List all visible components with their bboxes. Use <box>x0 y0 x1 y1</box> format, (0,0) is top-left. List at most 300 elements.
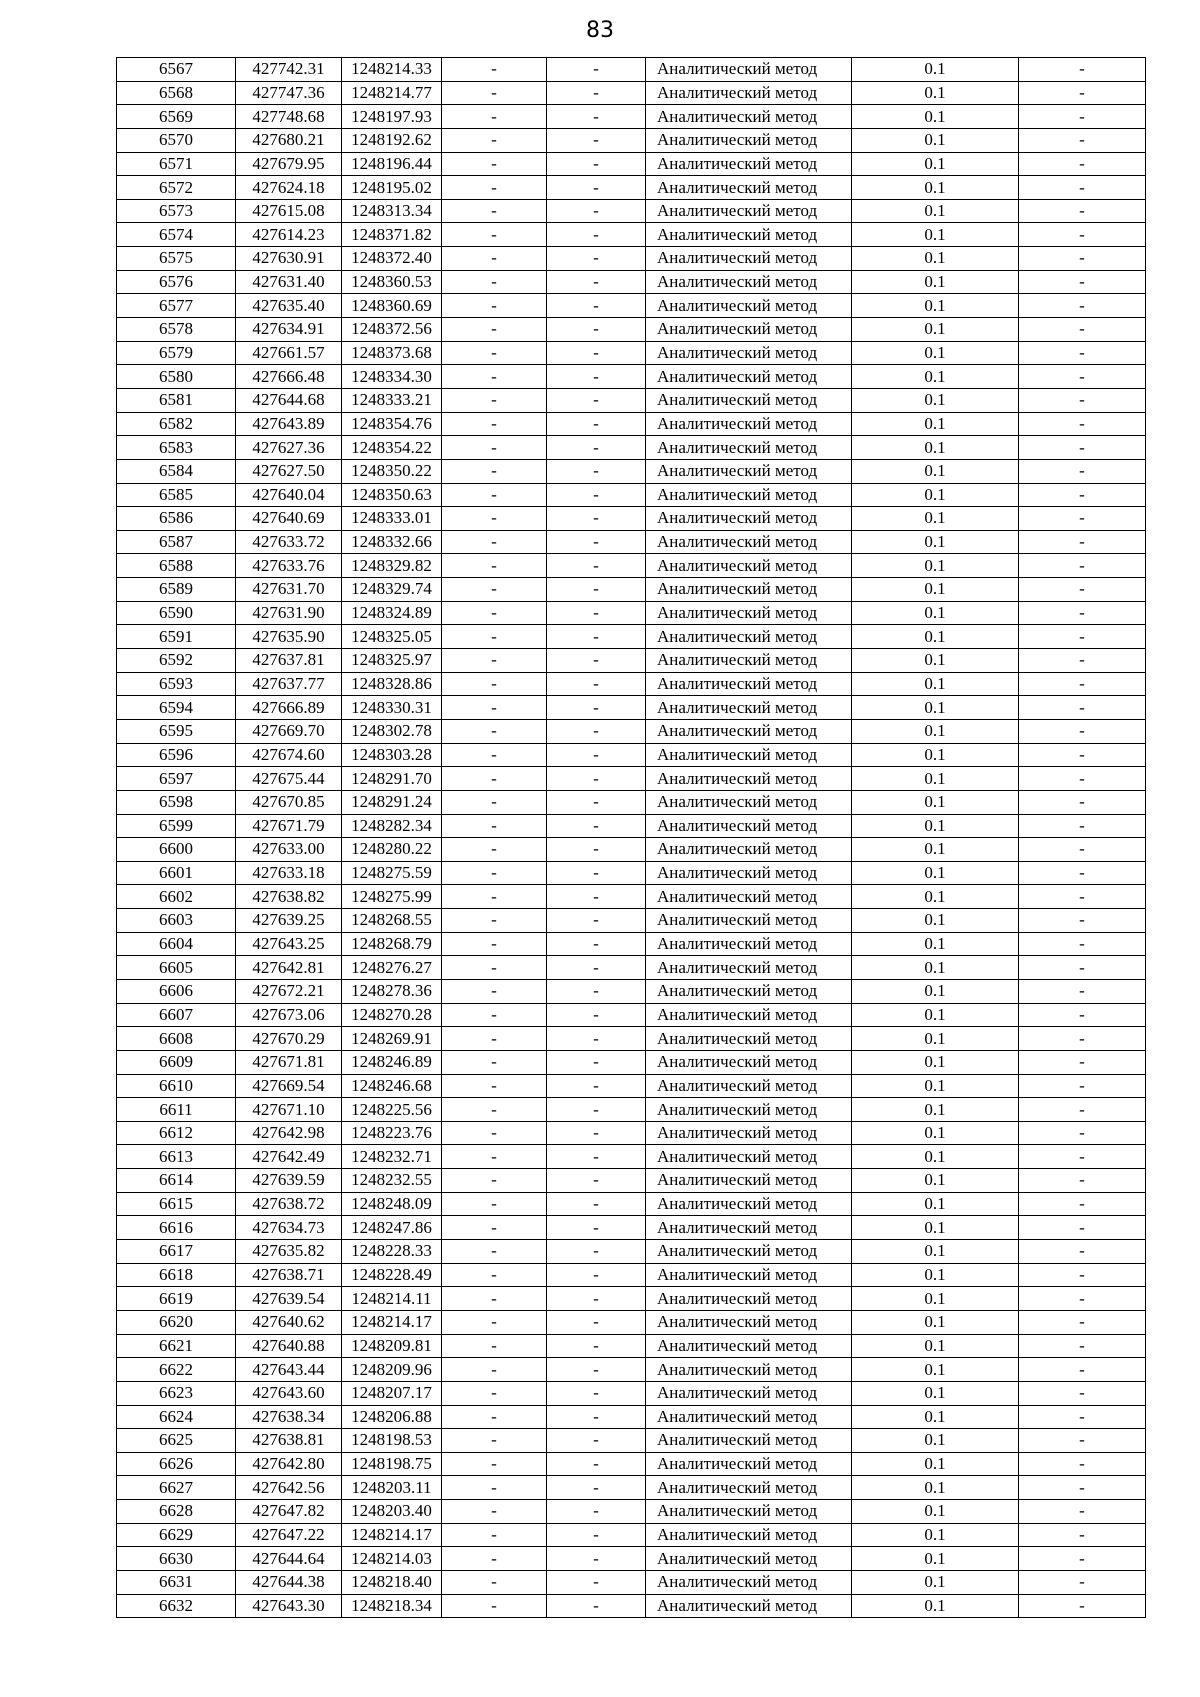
point-number-cell: 6623 <box>117 1381 236 1405</box>
extra-cell: - <box>547 318 646 342</box>
point-number-cell: 6580 <box>117 365 236 389</box>
accuracy-cell: 0.1 <box>852 743 1019 767</box>
x-coordinate-cell: 427637.81 <box>236 649 342 673</box>
height-cell: - <box>442 247 547 271</box>
method-cell: Аналитический метод <box>646 1098 852 1122</box>
height-cell: - <box>442 1476 547 1500</box>
note-cell: - <box>1019 1476 1146 1500</box>
note-cell: - <box>1019 270 1146 294</box>
height-cell: - <box>442 719 547 743</box>
extra-cell: - <box>547 1452 646 1476</box>
accuracy-cell: 0.1 <box>852 1358 1019 1382</box>
table-row <box>117 1121 1146 1145</box>
table-row <box>117 1027 1146 1051</box>
height-cell: - <box>442 601 547 625</box>
y-coordinate-cell: 1248195.02 <box>342 176 442 200</box>
point-number-cell: 6615 <box>117 1192 236 1216</box>
height-cell: - <box>442 1240 547 1264</box>
extra-cell: - <box>547 719 646 743</box>
x-coordinate-cell: 427638.81 <box>236 1429 342 1453</box>
x-coordinate-cell: 427615.08 <box>236 199 342 223</box>
method-cell: Аналитический метод <box>646 1358 852 1382</box>
note-cell: - <box>1019 388 1146 412</box>
x-coordinate-cell: 427680.21 <box>236 128 342 152</box>
note-cell: - <box>1019 105 1146 129</box>
table-row <box>117 838 1146 862</box>
point-number-cell: 6601 <box>117 861 236 885</box>
height-cell: - <box>442 1287 547 1311</box>
table-row <box>117 1145 1146 1169</box>
accuracy-cell: 0.1 <box>852 294 1019 318</box>
table-row <box>117 885 1146 909</box>
height-cell: - <box>442 199 547 223</box>
method-cell: Аналитический метод <box>646 1547 852 1571</box>
extra-cell: - <box>547 649 646 673</box>
y-coordinate-cell: 1248329.74 <box>342 578 442 602</box>
table-row <box>117 199 1146 223</box>
height-cell: - <box>442 1547 547 1571</box>
method-cell: Аналитический метод <box>646 1192 852 1216</box>
note-cell: - <box>1019 199 1146 223</box>
extra-cell: - <box>547 601 646 625</box>
x-coordinate-cell: 427640.69 <box>236 507 342 531</box>
y-coordinate-cell: 1248360.69 <box>342 294 442 318</box>
height-cell: - <box>442 483 547 507</box>
x-coordinate-cell: 427630.91 <box>236 247 342 271</box>
point-number-cell: 6617 <box>117 1240 236 1264</box>
accuracy-cell: 0.1 <box>852 885 1019 909</box>
note-cell: - <box>1019 1240 1146 1264</box>
method-cell: Аналитический метод <box>646 790 852 814</box>
extra-cell: - <box>547 767 646 791</box>
note-cell: - <box>1019 530 1146 554</box>
height-cell: - <box>442 1594 547 1618</box>
height-cell: - <box>442 696 547 720</box>
extra-cell: - <box>547 672 646 696</box>
height-cell: - <box>442 1192 547 1216</box>
point-number-cell: 6613 <box>117 1145 236 1169</box>
extra-cell: - <box>547 81 646 105</box>
point-number-cell: 6589 <box>117 578 236 602</box>
accuracy-cell: 0.1 <box>852 1121 1019 1145</box>
y-coordinate-cell: 1248203.40 <box>342 1500 442 1524</box>
note-cell: - <box>1019 436 1146 460</box>
point-number-cell: 6616 <box>117 1216 236 1240</box>
x-coordinate-cell: 427633.00 <box>236 838 342 862</box>
x-coordinate-cell: 427647.82 <box>236 1500 342 1524</box>
point-number-cell: 6610 <box>117 1074 236 1098</box>
point-number-cell: 6632 <box>117 1594 236 1618</box>
x-coordinate-cell: 427671.79 <box>236 814 342 838</box>
method-cell: Аналитический метод <box>646 649 852 673</box>
extra-cell: - <box>547 1358 646 1382</box>
point-number-cell: 6624 <box>117 1405 236 1429</box>
coordinates-table <box>116 57 1146 1618</box>
x-coordinate-cell: 427638.72 <box>236 1192 342 1216</box>
height-cell: - <box>442 318 547 342</box>
note-cell: - <box>1019 341 1146 365</box>
table-row <box>117 318 1146 342</box>
y-coordinate-cell: 1248269.91 <box>342 1027 442 1051</box>
note-cell: - <box>1019 1003 1146 1027</box>
table-row <box>117 1169 1146 1193</box>
note-cell: - <box>1019 1452 1146 1476</box>
table-row <box>117 767 1146 791</box>
point-number-cell: 6609 <box>117 1050 236 1074</box>
method-cell: Аналитический метод <box>646 1003 852 1027</box>
table-row <box>117 1098 1146 1122</box>
note-cell: - <box>1019 979 1146 1003</box>
note-cell: - <box>1019 1523 1146 1547</box>
note-cell: - <box>1019 1358 1146 1382</box>
note-cell: - <box>1019 1429 1146 1453</box>
accuracy-cell: 0.1 <box>852 1192 1019 1216</box>
note-cell: - <box>1019 1263 1146 1287</box>
point-number-cell: 6590 <box>117 601 236 625</box>
y-coordinate-cell: 1248206.88 <box>342 1405 442 1429</box>
note-cell: - <box>1019 58 1146 82</box>
y-coordinate-cell: 1248225.56 <box>342 1098 442 1122</box>
extra-cell: - <box>547 554 646 578</box>
x-coordinate-cell: 427670.29 <box>236 1027 342 1051</box>
table-row <box>117 1287 1146 1311</box>
y-coordinate-cell: 1248218.34 <box>342 1594 442 1618</box>
extra-cell: - <box>547 176 646 200</box>
note-cell: - <box>1019 247 1146 271</box>
table-row <box>117 1192 1146 1216</box>
x-coordinate-cell: 427614.23 <box>236 223 342 247</box>
point-number-cell: 6585 <box>117 483 236 507</box>
x-coordinate-cell: 427631.90 <box>236 601 342 625</box>
accuracy-cell: 0.1 <box>852 530 1019 554</box>
accuracy-cell: 0.1 <box>852 1334 1019 1358</box>
method-cell: Аналитический метод <box>646 459 852 483</box>
table-row <box>117 1452 1146 1476</box>
extra-cell: - <box>547 1429 646 1453</box>
x-coordinate-cell: 427669.54 <box>236 1074 342 1098</box>
y-coordinate-cell: 1248248.09 <box>342 1192 442 1216</box>
accuracy-cell: 0.1 <box>852 1263 1019 1287</box>
x-coordinate-cell: 427637.77 <box>236 672 342 696</box>
table-row <box>117 1050 1146 1074</box>
point-number-cell: 6571 <box>117 152 236 176</box>
extra-cell: - <box>547 341 646 365</box>
note-cell: - <box>1019 1571 1146 1595</box>
height-cell: - <box>442 81 547 105</box>
height-cell: - <box>442 1027 547 1051</box>
method-cell: Аналитический метод <box>646 152 852 176</box>
accuracy-cell: 0.1 <box>852 719 1019 743</box>
height-cell: - <box>442 838 547 862</box>
table-row <box>117 1310 1146 1334</box>
method-cell: Аналитический метод <box>646 1452 852 1476</box>
point-number-cell: 6606 <box>117 979 236 1003</box>
accuracy-cell: 0.1 <box>852 1523 1019 1547</box>
note-cell: - <box>1019 128 1146 152</box>
accuracy-cell: 0.1 <box>852 1381 1019 1405</box>
method-cell: Аналитический метод <box>646 247 852 271</box>
point-number-cell: 6604 <box>117 932 236 956</box>
extra-cell: - <box>547 1476 646 1500</box>
note-cell: - <box>1019 932 1146 956</box>
point-number-cell: 6594 <box>117 696 236 720</box>
method-cell: Аналитический метод <box>646 105 852 129</box>
y-coordinate-cell: 1248278.36 <box>342 979 442 1003</box>
note-cell: - <box>1019 1310 1146 1334</box>
accuracy-cell: 0.1 <box>852 1310 1019 1334</box>
y-coordinate-cell: 1248329.82 <box>342 554 442 578</box>
table-row <box>117 625 1146 649</box>
point-number-cell: 6570 <box>117 128 236 152</box>
method-cell: Аналитический метод <box>646 1121 852 1145</box>
point-number-cell: 6629 <box>117 1523 236 1547</box>
note-cell: - <box>1019 814 1146 838</box>
height-cell: - <box>442 270 547 294</box>
note-cell: - <box>1019 1192 1146 1216</box>
y-coordinate-cell: 1248275.59 <box>342 861 442 885</box>
note-cell: - <box>1019 790 1146 814</box>
extra-cell: - <box>547 814 646 838</box>
x-coordinate-cell: 427635.82 <box>236 1240 342 1264</box>
note-cell: - <box>1019 767 1146 791</box>
table-row <box>117 861 1146 885</box>
height-cell: - <box>442 1405 547 1429</box>
accuracy-cell: 0.1 <box>852 814 1019 838</box>
point-number-cell: 6614 <box>117 1169 236 1193</box>
note-cell: - <box>1019 719 1146 743</box>
x-coordinate-cell: 427642.81 <box>236 956 342 980</box>
extra-cell: - <box>547 1074 646 1098</box>
extra-cell: - <box>547 58 646 82</box>
y-coordinate-cell: 1248325.05 <box>342 625 442 649</box>
height-cell: - <box>442 436 547 460</box>
x-coordinate-cell: 427635.90 <box>236 625 342 649</box>
accuracy-cell: 0.1 <box>852 152 1019 176</box>
note-cell: - <box>1019 601 1146 625</box>
extra-cell: - <box>547 838 646 862</box>
note-cell: - <box>1019 625 1146 649</box>
y-coordinate-cell: 1248214.17 <box>342 1310 442 1334</box>
method-cell: Аналитический метод <box>646 696 852 720</box>
x-coordinate-cell: 427642.98 <box>236 1121 342 1145</box>
note-cell: - <box>1019 1287 1146 1311</box>
extra-cell: - <box>547 861 646 885</box>
y-coordinate-cell: 1248303.28 <box>342 743 442 767</box>
extra-cell: - <box>547 199 646 223</box>
point-number-cell: 6576 <box>117 270 236 294</box>
method-cell: Аналитический метод <box>646 436 852 460</box>
height-cell: - <box>442 1216 547 1240</box>
table-row <box>117 672 1146 696</box>
point-number-cell: 6608 <box>117 1027 236 1051</box>
y-coordinate-cell: 1248218.40 <box>342 1571 442 1595</box>
y-coordinate-cell: 1248373.68 <box>342 341 442 365</box>
method-cell: Аналитический метод <box>646 530 852 554</box>
accuracy-cell: 0.1 <box>852 767 1019 791</box>
y-coordinate-cell: 1248291.70 <box>342 767 442 791</box>
note-cell: - <box>1019 1121 1146 1145</box>
y-coordinate-cell: 1248209.96 <box>342 1358 442 1382</box>
accuracy-cell: 0.1 <box>852 932 1019 956</box>
page-number: 83 <box>586 18 614 43</box>
extra-cell: - <box>547 483 646 507</box>
y-coordinate-cell: 1248223.76 <box>342 1121 442 1145</box>
note-cell: - <box>1019 885 1146 909</box>
extra-cell: - <box>547 1381 646 1405</box>
method-cell: Аналитический метод <box>646 719 852 743</box>
accuracy-cell: 0.1 <box>852 672 1019 696</box>
x-coordinate-cell: 427643.60 <box>236 1381 342 1405</box>
accuracy-cell: 0.1 <box>852 176 1019 200</box>
height-cell: - <box>442 672 547 696</box>
y-coordinate-cell: 1248333.01 <box>342 507 442 531</box>
accuracy-cell: 0.1 <box>852 199 1019 223</box>
y-coordinate-cell: 1248371.82 <box>342 223 442 247</box>
x-coordinate-cell: 427642.49 <box>236 1145 342 1169</box>
method-cell: Аналитический метод <box>646 176 852 200</box>
y-coordinate-cell: 1248197.93 <box>342 105 442 129</box>
x-coordinate-cell: 427671.10 <box>236 1098 342 1122</box>
table-row <box>117 388 1146 412</box>
table-row <box>117 1547 1146 1571</box>
point-number-cell: 6631 <box>117 1571 236 1595</box>
height-cell: - <box>442 743 547 767</box>
table-row <box>117 412 1146 436</box>
method-cell: Аналитический метод <box>646 58 852 82</box>
height-cell: - <box>442 790 547 814</box>
point-number-cell: 6598 <box>117 790 236 814</box>
accuracy-cell: 0.1 <box>852 270 1019 294</box>
x-coordinate-cell: 427644.64 <box>236 1547 342 1571</box>
y-coordinate-cell: 1248291.24 <box>342 790 442 814</box>
table-row <box>117 696 1146 720</box>
x-coordinate-cell: 427669.70 <box>236 719 342 743</box>
height-cell: - <box>442 767 547 791</box>
accuracy-cell: 0.1 <box>852 1003 1019 1027</box>
accuracy-cell: 0.1 <box>852 1429 1019 1453</box>
height-cell: - <box>442 365 547 389</box>
table-row <box>117 294 1146 318</box>
height-cell: - <box>442 176 547 200</box>
extra-cell: - <box>547 128 646 152</box>
extra-cell: - <box>547 1287 646 1311</box>
x-coordinate-cell: 427661.57 <box>236 341 342 365</box>
accuracy-cell: 0.1 <box>852 223 1019 247</box>
y-coordinate-cell: 1248354.22 <box>342 436 442 460</box>
height-cell: - <box>442 814 547 838</box>
y-coordinate-cell: 1248328.86 <box>342 672 442 696</box>
x-coordinate-cell: 427643.25 <box>236 932 342 956</box>
x-coordinate-cell: 427639.59 <box>236 1169 342 1193</box>
extra-cell: - <box>547 1098 646 1122</box>
method-cell: Аналитический метод <box>646 1405 852 1429</box>
method-cell: Аналитический метод <box>646 1523 852 1547</box>
y-coordinate-cell: 1248330.31 <box>342 696 442 720</box>
height-cell: - <box>442 885 547 909</box>
method-cell: Аналитический метод <box>646 1050 852 1074</box>
x-coordinate-cell: 427642.56 <box>236 1476 342 1500</box>
height-cell: - <box>442 1310 547 1334</box>
height-cell: - <box>442 128 547 152</box>
note-cell: - <box>1019 956 1146 980</box>
height-cell: - <box>442 1523 547 1547</box>
y-coordinate-cell: 1248228.33 <box>342 1240 442 1264</box>
method-cell: Аналитический метод <box>646 1310 852 1334</box>
extra-cell: - <box>547 1027 646 1051</box>
method-cell: Аналитический метод <box>646 743 852 767</box>
table-row <box>117 1240 1146 1264</box>
table-row <box>117 790 1146 814</box>
extra-cell: - <box>547 105 646 129</box>
accuracy-cell: 0.1 <box>852 1240 1019 1264</box>
point-number-cell: 6579 <box>117 341 236 365</box>
extra-cell: - <box>547 1192 646 1216</box>
method-cell: Аналитический метод <box>646 341 852 365</box>
x-coordinate-cell: 427638.34 <box>236 1405 342 1429</box>
y-coordinate-cell: 1248276.27 <box>342 956 442 980</box>
x-coordinate-cell: 427638.82 <box>236 885 342 909</box>
point-number-cell: 6582 <box>117 412 236 436</box>
accuracy-cell: 0.1 <box>852 1216 1019 1240</box>
extra-cell: - <box>547 932 646 956</box>
extra-cell: - <box>547 1050 646 1074</box>
note-cell: - <box>1019 365 1146 389</box>
y-coordinate-cell: 1248354.76 <box>342 412 442 436</box>
note-cell: - <box>1019 1381 1146 1405</box>
extra-cell: - <box>547 365 646 389</box>
method-cell: Аналитический метод <box>646 601 852 625</box>
accuracy-cell: 0.1 <box>852 909 1019 933</box>
extra-cell: - <box>547 909 646 933</box>
note-cell: - <box>1019 1145 1146 1169</box>
y-coordinate-cell: 1248333.21 <box>342 388 442 412</box>
height-cell: - <box>442 554 547 578</box>
point-number-cell: 6630 <box>117 1547 236 1571</box>
extra-cell: - <box>547 436 646 460</box>
method-cell: Аналитический метод <box>646 1334 852 1358</box>
accuracy-cell: 0.1 <box>852 1405 1019 1429</box>
method-cell: Аналитический метод <box>646 767 852 791</box>
accuracy-cell: 0.1 <box>852 1594 1019 1618</box>
y-coordinate-cell: 1248280.22 <box>342 838 442 862</box>
height-cell: - <box>442 956 547 980</box>
extra-cell: - <box>547 1405 646 1429</box>
extra-cell: - <box>547 530 646 554</box>
note-cell: - <box>1019 1027 1146 1051</box>
height-cell: - <box>442 1050 547 1074</box>
height-cell: - <box>442 58 547 82</box>
x-coordinate-cell: 427639.25 <box>236 909 342 933</box>
x-coordinate-cell: 427639.54 <box>236 1287 342 1311</box>
note-cell: - <box>1019 909 1146 933</box>
method-cell: Аналитический метод <box>646 672 852 696</box>
table-row <box>117 743 1146 767</box>
x-coordinate-cell: 427672.21 <box>236 979 342 1003</box>
x-coordinate-cell: 427643.44 <box>236 1358 342 1382</box>
method-cell: Аналитический метод <box>646 1381 852 1405</box>
table-row <box>117 530 1146 554</box>
height-cell: - <box>442 1169 547 1193</box>
table-row <box>117 58 1146 82</box>
point-number-cell: 6621 <box>117 1334 236 1358</box>
extra-cell: - <box>547 1310 646 1334</box>
x-coordinate-cell: 427642.80 <box>236 1452 342 1476</box>
x-coordinate-cell: 427633.76 <box>236 554 342 578</box>
note-cell: - <box>1019 483 1146 507</box>
method-cell: Аналитический метод <box>646 1287 852 1311</box>
extra-cell: - <box>547 1121 646 1145</box>
extra-cell: - <box>547 1216 646 1240</box>
